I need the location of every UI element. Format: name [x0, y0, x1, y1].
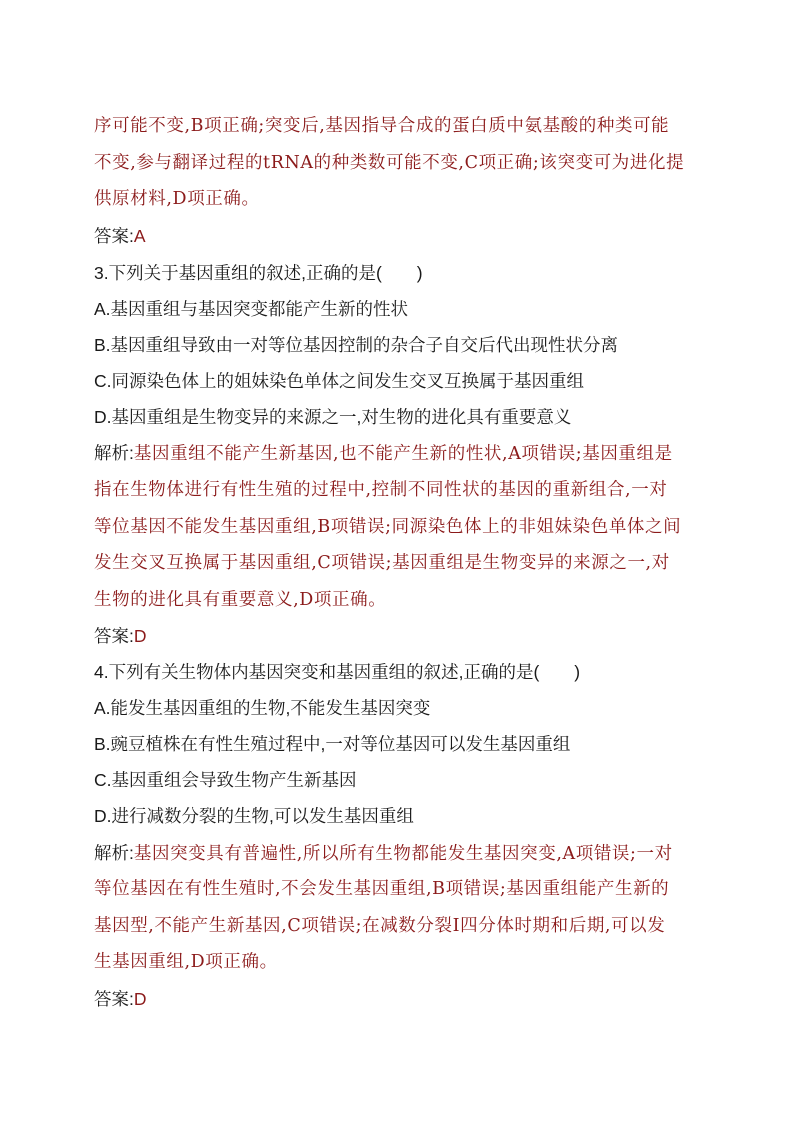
option-b: B.基因重组导致由一对等位基因控制的杂合子自交后代出现性状分离: [94, 335, 619, 355]
analysis-colon: :: [129, 443, 134, 463]
analysis-line: 生基因重组,D项正确。: [94, 952, 278, 972]
answer-value: D: [133, 626, 147, 646]
answer-line: [94, 225, 146, 247]
analysis-text: 基因突变具有普遍性,所以所有生物都能发生基因突变,A项错误;一对: [133, 844, 673, 864]
analysis-line: 指在生物体进行有性生殖的过程中,控制不同性状的基因的重新组合,一对: [94, 480, 668, 500]
answer-colon: :: [129, 226, 134, 246]
analysis-line: [94, 442, 673, 465]
option-a: A.能发生基因重组的生物,不能发生基因突变: [94, 698, 431, 718]
analysis-line: 生物的进化具有重要意义,D项正确。: [94, 590, 387, 610]
answer-label: 答案: [94, 989, 129, 1009]
analysis-text: 基因重组不能产生新基因,也不能产生新的性状,A项错误;基因重组是: [133, 444, 673, 464]
analysis-label: 解析: [94, 443, 129, 463]
option-c: C.基因重组会导致生物产生新基因: [94, 770, 357, 790]
answer-colon: :: [129, 626, 134, 646]
answer-label: 答案: [94, 226, 129, 246]
option-b: B.豌豆植株在有性生殖过程中,一对等位基因可以发生基因重组: [94, 734, 571, 754]
analysis-line: 等位基因不能发生基因重组,B项错误;同源染色体上的非姐妹染色单体之间: [94, 517, 682, 537]
option-a: A.基因重组与基因突变都能产生新的性状: [94, 299, 409, 319]
answer-line: [94, 988, 147, 1010]
answer-line: [94, 625, 147, 647]
question-stem: 4.下列有关生物体内基因突变和基因重组的叙述,正确的是( ): [94, 662, 581, 682]
option-d: D.基因重组是生物变异的来源之一,对生物的进化具有重要意义: [94, 407, 572, 427]
analysis-line: 供原材料,D项正确。: [94, 189, 260, 209]
answer-value: D: [133, 989, 147, 1009]
analysis-line: 不变,参与翻译过程的tRNA的种类数可能不变,C项正确;该突变可为进化提: [94, 153, 685, 173]
option-c: C.同源染色体上的姐妹染色单体之间发生交叉互换属于基因重组: [94, 371, 584, 391]
question-stem: 3.下列关于基因重组的叙述,正确的是( ): [94, 263, 423, 283]
option-d: D.进行减数分裂的生物,可以发生基因重组: [94, 806, 414, 826]
analysis-label: 解析: [94, 843, 129, 863]
answer-value: A: [133, 226, 146, 246]
answer-colon: :: [129, 989, 134, 1009]
analysis-line: 序可能不变,B项正确;突变后,基因指导合成的蛋白质中氨基酸的种类可能: [94, 116, 670, 136]
analysis-colon: :: [129, 843, 134, 863]
analysis-line: [94, 842, 673, 865]
analysis-line: 发生交叉互换属于基因重组,C项错误;基因重组是生物变异的来源之一,对: [94, 553, 670, 573]
analysis-line: 等位基因在有性生殖时,不会发生基因重组,B项错误;基因重组能产生新的: [94, 879, 670, 899]
answer-label: 答案: [94, 626, 129, 646]
analysis-line: 基因型,不能产生新基因,C项错误;在减数分裂Ⅰ四分体时期和后期,可以发: [94, 916, 666, 936]
